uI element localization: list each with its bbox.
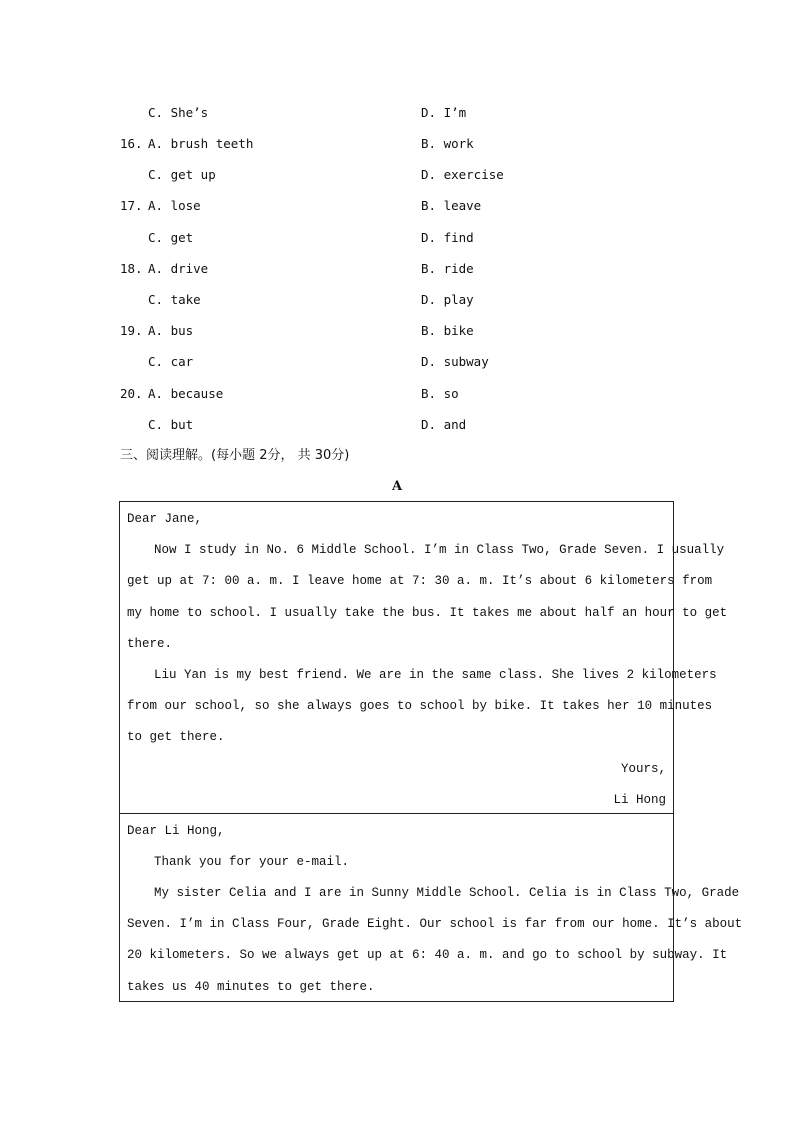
letter-line: Thank you for your e-mail. (154, 855, 350, 869)
option-right: D. find (421, 230, 474, 245)
question-number: 20. (120, 386, 143, 401)
letter-line: Seven. I’m in Class Four, Grade Eight. Our school is far from our home. It’s about (127, 917, 743, 931)
question-number: 16. (120, 136, 143, 151)
letter-line: my home to school. I usually take the bus. It takes me about half an hour to get (127, 606, 728, 620)
option-right: D. play (421, 292, 474, 307)
option-right: B. bike (421, 323, 474, 338)
option-left: C. She’s (148, 105, 209, 120)
option-right: B. ride (421, 261, 474, 276)
option-right: D. I’m (421, 105, 467, 120)
option-right: D. subway (421, 354, 489, 369)
option-left: A. lose (148, 198, 201, 213)
option-right: D. exercise (421, 167, 504, 182)
letter-line: from our school, so she always goes to school by bike. It takes her 10 minutes (127, 699, 713, 713)
letter-greeting: Dear Li Hong, (127, 824, 225, 838)
passage-title: A (391, 479, 403, 494)
option-left: A. because (148, 386, 224, 401)
letter-line: get up at 7: 00 a. m. I leave home at 7: 30 a. m. It’s about 6 kilometers from (127, 574, 713, 588)
section-heading: 三、阅读理解。(每小题 2分， 共 30分) (120, 448, 350, 463)
option-left: C. take (148, 292, 201, 307)
letter-line: Liu Yan is my best friend. We are in the same class. She lives 2 kilometers (154, 668, 717, 682)
option-left: A. drive (148, 261, 209, 276)
letter-line: to get there. (127, 730, 225, 744)
option-left: C. car (148, 354, 194, 369)
letter-signature: Li Hong (613, 793, 666, 807)
option-right: B. so (421, 386, 459, 401)
letter-box-2 (119, 814, 743, 1002)
option-right: B. work (421, 136, 474, 151)
letter-line: Now I study in No. 6 Middle School. I’m in Class Two, Grade Seven. I usually (154, 543, 725, 557)
option-left: C. get (148, 230, 194, 245)
letter-box-1 (119, 501, 728, 814)
letter-line: 20 kilometers. So we always get up at 6: 40 a. m. and go to school by subway. It (127, 948, 728, 962)
option-left: C. but (148, 417, 194, 432)
letter-line: there. (127, 637, 173, 651)
option-left: A. brush teeth (148, 136, 254, 151)
question-number: 17. (120, 198, 143, 213)
option-left: A. bus (148, 323, 194, 338)
letter-closing: Yours, (620, 762, 666, 776)
question-number: 18. (120, 261, 143, 276)
option-right: D. and (421, 417, 467, 432)
letter-greeting: Dear Jane, (127, 512, 203, 526)
letter-line: My sister Celia and I are in Sunny Middle School. Celia is in Class Two, Grade (154, 886, 740, 900)
option-left: C. get up (148, 167, 216, 182)
letter-line: takes us 40 minutes to get there. (127, 980, 375, 994)
option-right: B. leave (421, 198, 482, 213)
question-number: 19. (120, 323, 143, 338)
